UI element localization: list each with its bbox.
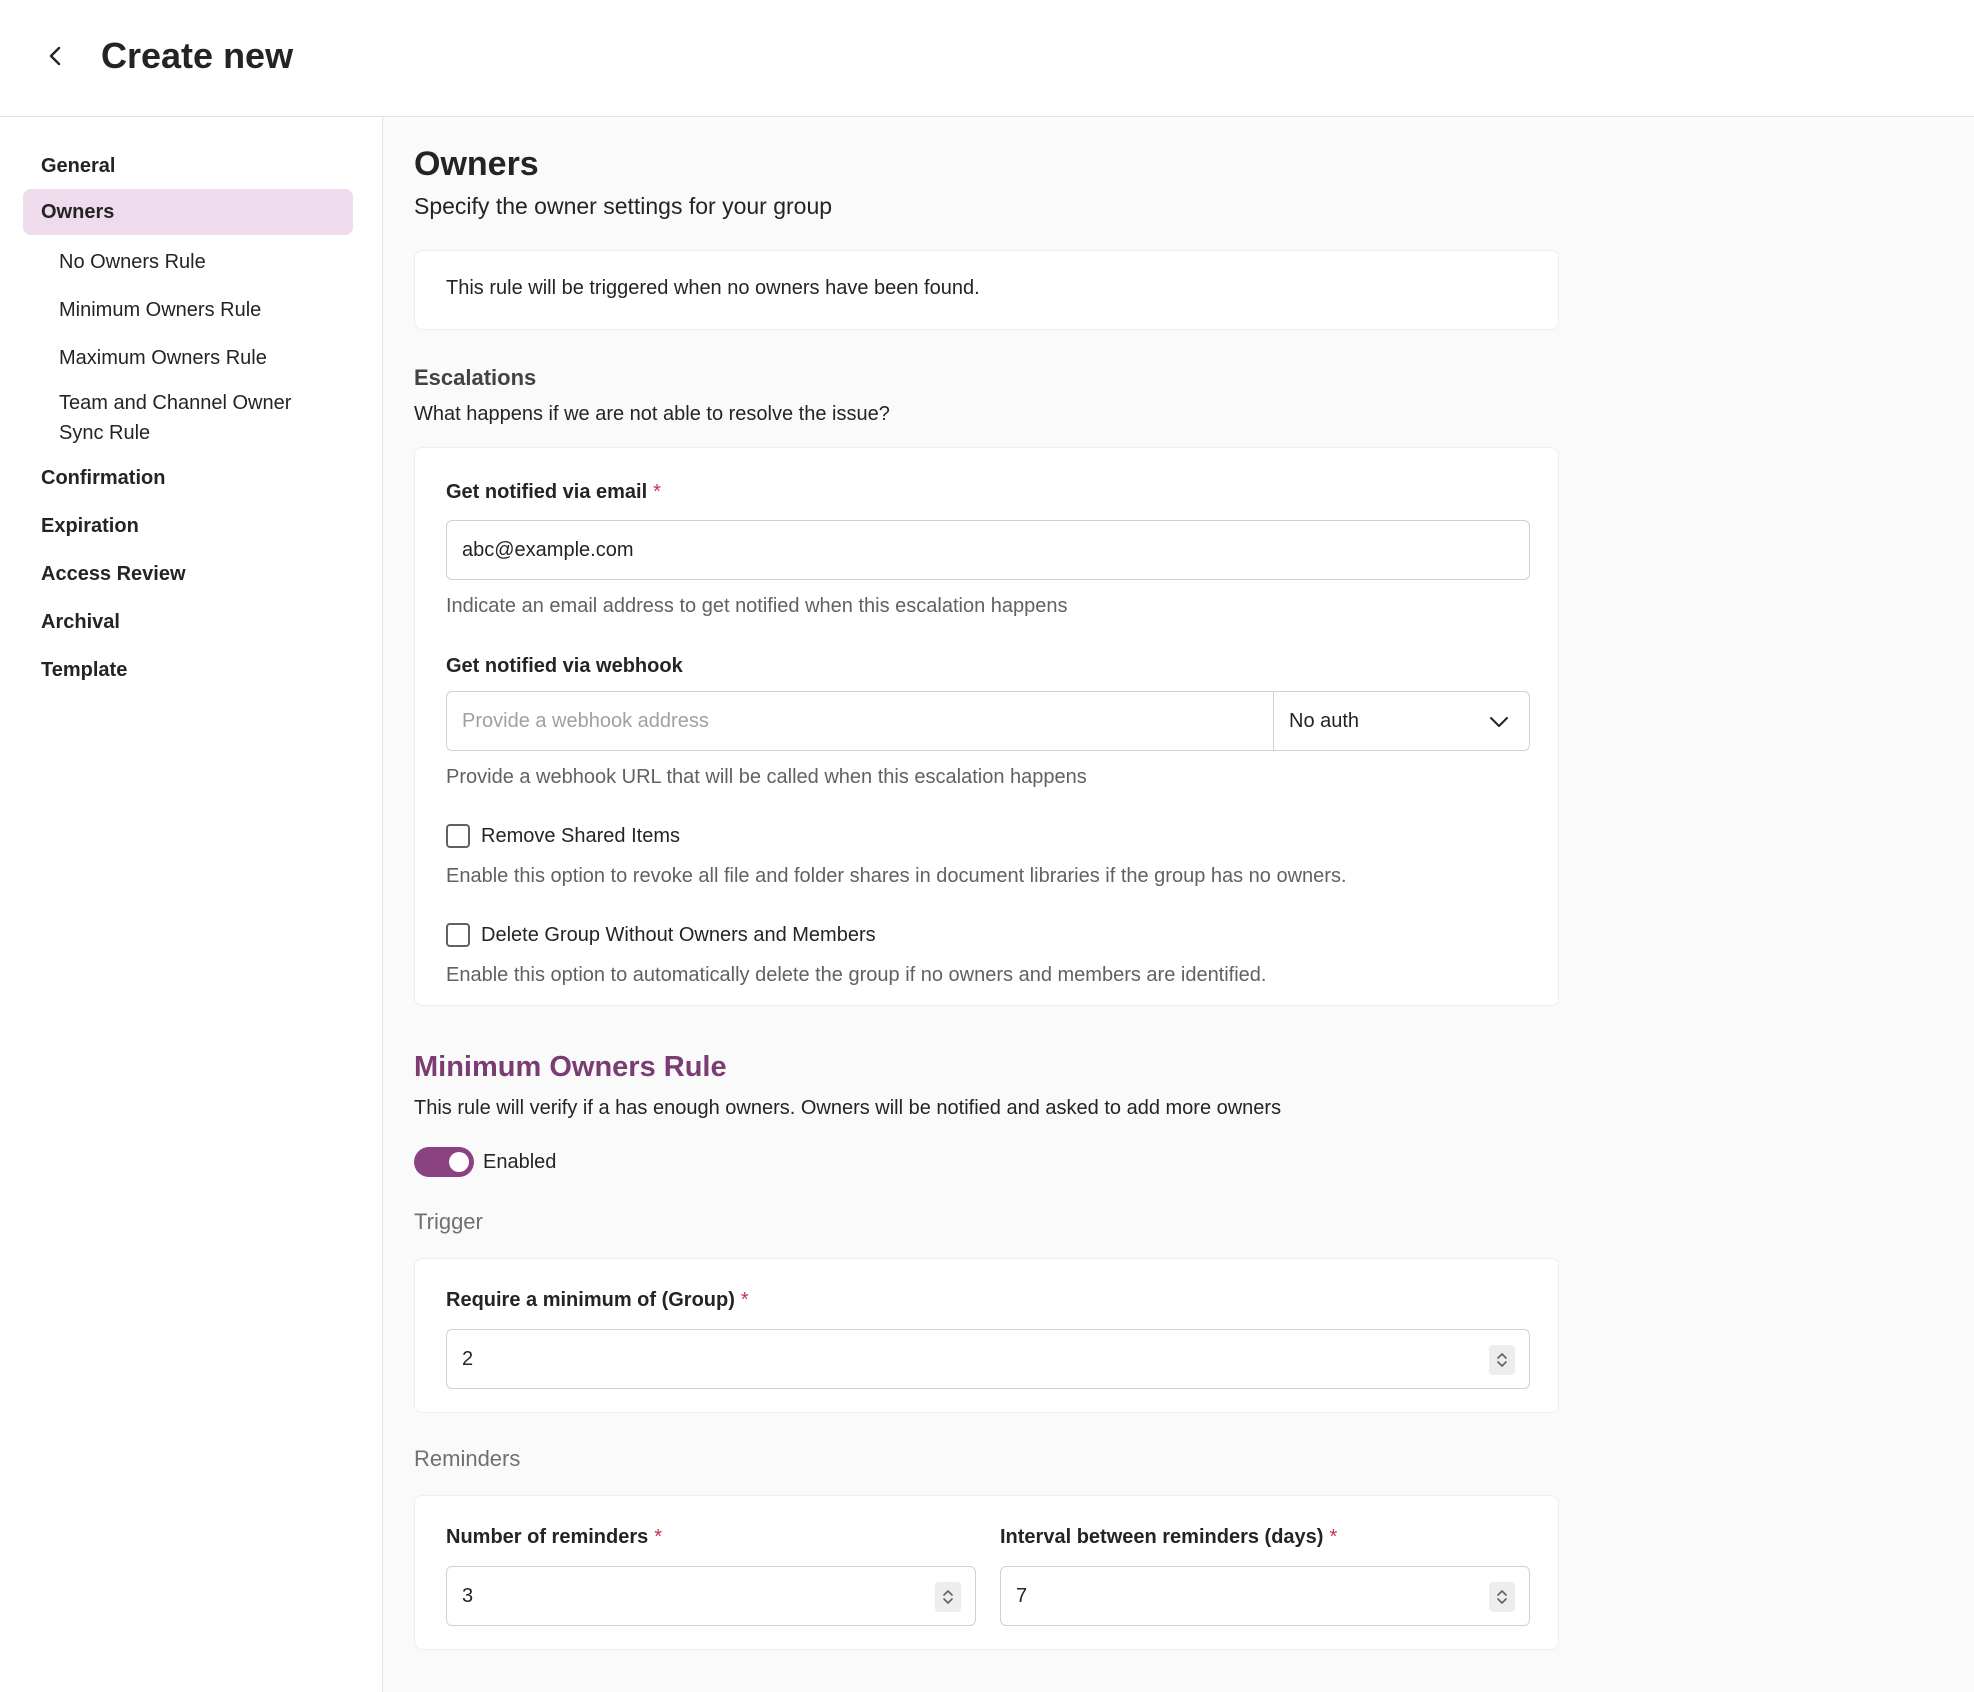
spin-up-icon <box>942 1589 954 1597</box>
trigger-card <box>414 1258 1559 1413</box>
spin-buttons[interactable] <box>1489 1582 1515 1612</box>
email-input-value: abc@example.com <box>462 538 634 561</box>
email-input[interactable] <box>446 520 1530 580</box>
trigger-title: Trigger <box>414 1209 483 1234</box>
minimum-owners-label: Require a minimum of (Group) * <box>446 1289 749 1311</box>
webhook-field-label: Get notified via webhook <box>446 655 683 677</box>
auth-select-value: No auth <box>1289 709 1360 732</box>
enabled-toggle[interactable] <box>414 1147 474 1177</box>
number-of-reminders-label: Number of reminders * <box>446 1526 663 1548</box>
page-title: Create new <box>101 35 294 76</box>
spin-buttons[interactable] <box>1489 1345 1515 1375</box>
remove-shared-items-label: Remove Shared Items <box>481 825 680 847</box>
chevron-down-icon <box>1489 716 1509 728</box>
required-mark: * <box>654 1526 663 1548</box>
minimum-owners-rule-description: This rule will verify if a has enough owners. Owners will be notified and asked to add more owners <box>414 1097 1282 1119</box>
sidebar-subitem-maximum-owners-rule[interactable]: Maximum Owners Rule <box>59 347 267 369</box>
toggle-knob <box>449 1152 469 1172</box>
sidebar-nav <box>0 117 383 1692</box>
number-of-reminders-input[interactable] <box>446 1566 976 1626</box>
sidebar-subitem-no-owners-rule[interactable]: No Owners Rule <box>59 251 206 273</box>
escalations-title: Escalations <box>414 365 537 390</box>
sidebar-subitem-minimum-owners-rule[interactable]: Minimum Owners Rule <box>59 299 262 321</box>
spin-down-icon <box>1496 1360 1508 1368</box>
interval-input[interactable] <box>1000 1566 1530 1626</box>
escalations-description: What happens if we are not able to resolve the issue? <box>414 403 890 425</box>
sidebar-item-owners[interactable]: Owners <box>23 189 353 235</box>
webhook-help-text: Provide a webhook URL that will be called when this escalation happens <box>446 766 1087 788</box>
email-field-label: Get notified via email * <box>446 481 661 503</box>
spin-buttons[interactable] <box>935 1582 961 1612</box>
spin-up-icon <box>1496 1589 1508 1597</box>
webhook-input-placeholder: Provide a webhook address <box>462 709 709 732</box>
minimum-owners-input[interactable] <box>446 1329 1530 1389</box>
remove-shared-items-help: Enable this option to revoke all file and folder shares in document libraries if the group has no owners. <box>446 865 1347 887</box>
email-help-text: Indicate an email address to get notified when this escalation happens <box>446 595 1068 617</box>
interval-value: 7 <box>1016 1584 1028 1607</box>
sidebar-item-general[interactable]: General <box>41 154 116 177</box>
delete-group-help: Enable this option to automatically delete the group if no owners and members are identified. <box>446 964 1267 986</box>
page-header <box>0 0 1974 117</box>
sidebar-item-expiration[interactable]: Expiration <box>41 514 139 537</box>
auth-select[interactable] <box>1273 691 1530 751</box>
sidebar-item-access-review[interactable]: Access Review <box>41 562 186 585</box>
spin-down-icon <box>942 1597 954 1605</box>
section-subtitle: Specify the owner settings for your group <box>414 193 833 219</box>
section-title-owners: Owners <box>414 145 539 183</box>
number-of-reminders-value: 3 <box>462 1584 474 1607</box>
minimum-owners-rule-title: Minimum Owners Rule <box>414 1051 727 1083</box>
spin-down-icon <box>1496 1597 1508 1605</box>
reminders-title: Reminders <box>414 1446 521 1471</box>
remove-shared-items-checkbox[interactable] <box>446 824 470 848</box>
sidebar-item-confirmation[interactable]: Confirmation <box>41 466 166 489</box>
no-owners-rule-description: This rule will be triggered when no owners have been found. <box>446 277 980 299</box>
delete-group-label: Delete Group Without Owners and Members <box>481 924 876 946</box>
minimum-owners-value: 2 <box>462 1347 474 1370</box>
sidebar-subitem-team-channel-sync-rule[interactable]: Team and Channel Owner Sync Rule <box>59 392 292 444</box>
delete-group-checkbox[interactable] <box>446 923 470 947</box>
webhook-input[interactable] <box>446 691 1274 751</box>
escalations-card <box>414 447 1559 1006</box>
required-mark: * <box>1329 1526 1338 1548</box>
sidebar-item-template[interactable]: Template <box>41 658 128 681</box>
back-button[interactable] <box>36 36 76 76</box>
spin-up-icon <box>1496 1352 1508 1360</box>
required-mark: * <box>653 481 661 503</box>
required-mark: * <box>740 1289 749 1311</box>
chevron-left-icon <box>45 45 67 67</box>
main-content <box>383 117 1974 1692</box>
no-owners-rule-card <box>414 250 1559 330</box>
enabled-toggle-label: Enabled <box>483 1151 557 1173</box>
reminders-card <box>414 1495 1559 1650</box>
sidebar-item-archival[interactable]: Archival <box>41 610 120 633</box>
interval-label: Interval between reminders (days) * <box>1000 1526 1338 1548</box>
